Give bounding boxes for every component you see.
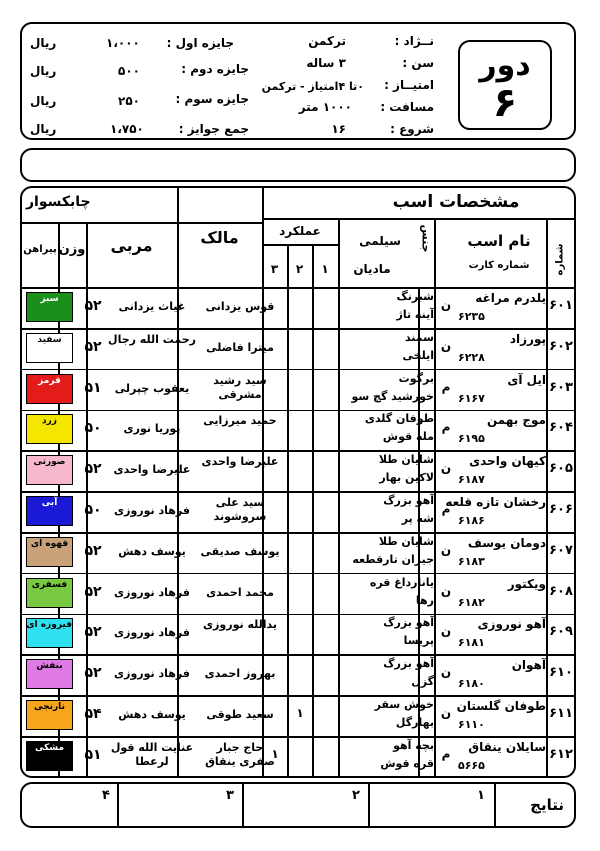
horse-name: دومان یوسف	[467, 535, 546, 550]
jockey-weight: ۵۲	[84, 665, 102, 682]
card-number: ۶۲۳۵	[458, 310, 485, 323]
results-divider	[117, 784, 119, 826]
prize-amount: ۱،۰۰۰	[106, 36, 140, 50]
card-number: ۶۱۸۱	[458, 636, 485, 650]
jockey-weight: ۵۱	[84, 379, 102, 396]
result-place-4: ۴	[102, 788, 110, 803]
dam-name: جیران تارقطعه	[352, 552, 434, 566]
dam-name: گزل	[411, 675, 434, 689]
card-number: ۶۱۱۰	[458, 718, 485, 731]
silk-color-swatch	[26, 618, 73, 648]
jockey-weight: ۵۲	[84, 461, 102, 478]
silk-color-label: سبز	[40, 294, 59, 304]
owner-name: یوسف صدیقی	[200, 544, 280, 558]
trainer-name: فرهاد نوروزی	[114, 626, 190, 640]
performance-col-1: ۱	[321, 262, 329, 276]
silk-color-swatch	[26, 374, 73, 404]
horse-name-header: نام اسب	[467, 232, 531, 250]
table-row	[22, 614, 574, 655]
silk-color-label: صورتی	[33, 457, 66, 468]
rating-label: امتیــاز :	[384, 78, 434, 92]
owner-name: محمد احمدی	[206, 585, 274, 599]
horse-number: ۶۰۸	[549, 583, 573, 599]
horse-number: ۶۱۰	[549, 665, 573, 681]
jockey-weight: ۵۲	[84, 583, 102, 600]
owner-name: حمید میرزایی	[203, 414, 277, 428]
age-value: ۳ ساله	[306, 56, 346, 70]
horse-name: طوفان گلستان	[456, 699, 546, 713]
race-label: دور	[479, 48, 531, 83]
sire-name: آهو بزرگ	[383, 657, 434, 671]
race-number-box	[458, 40, 552, 130]
weight-header: وزن	[58, 242, 86, 257]
card-number: ۶۱۹۵	[458, 432, 485, 446]
number-header: شماره	[554, 243, 566, 276]
prize-label: جایزه سوم :	[175, 92, 249, 106]
horse-sex: م	[441, 746, 451, 761]
prize-label: جایزه دوم :	[181, 62, 249, 76]
silk-color-label: زرد	[42, 416, 57, 427]
horse-name: کیهان واحدی	[469, 454, 546, 469]
performance-col-3: ۳	[270, 262, 279, 276]
rating-value: ۰تا ۴امتیاز - ترکمن	[261, 80, 364, 93]
owner-name: یدالله نوروزی	[203, 618, 277, 632]
sire-name: شایان طلا	[378, 453, 434, 467]
dam-name: لاکین بهار	[379, 471, 434, 485]
trainer-name: رحمت الله رجال	[108, 332, 196, 346]
performance-col-2: ۲	[295, 262, 304, 276]
horse-number: ۶۱۱	[549, 706, 573, 721]
horse-number: ۶۰۳	[549, 379, 573, 395]
silk-color-swatch	[26, 537, 73, 567]
silk-color-label: مشکی	[34, 742, 65, 753]
horse-name: آهو نوروزی	[477, 617, 546, 632]
results-divider	[242, 784, 244, 826]
performance-header: عملکرد	[279, 224, 321, 238]
table-row	[22, 574, 574, 615]
table-row	[22, 696, 574, 737]
jockey-weight: ۵۲	[84, 624, 102, 641]
trainer-name: فرهاد نوروزی	[114, 667, 190, 681]
dam-name: خورشید گچ سو	[351, 389, 434, 403]
dam-name: پریسا	[403, 634, 434, 648]
card-number: ۶۱۸۰	[458, 677, 485, 691]
dam-name: ایلخی	[402, 348, 434, 362]
trainer-name: یوسف دهش	[118, 544, 186, 558]
notes-box	[20, 148, 576, 182]
dam-name: آینه تاژ	[396, 308, 434, 321]
performance-p3: ۱	[271, 746, 279, 761]
card-number: ۶۲۲۸	[458, 350, 485, 364]
start-label: شروع :	[390, 122, 434, 136]
horse-name: ویکتور	[507, 576, 546, 591]
prize-unit: ریال	[30, 36, 57, 50]
race-number: ۶	[492, 80, 518, 126]
prize-unit: ریال	[30, 64, 57, 78]
distance-label: مسافت :	[380, 100, 434, 114]
silk-color-label: بنفش	[36, 661, 63, 672]
horse-sex: م	[441, 379, 451, 394]
horse-name: پورزاد	[509, 331, 546, 346]
horse-number: ۶۰۱	[549, 298, 573, 313]
horse-name: موج بهمن	[486, 413, 546, 428]
results-box	[20, 782, 576, 828]
sire-name: سمند	[404, 330, 434, 344]
sire-name: شبرنگ	[396, 290, 434, 303]
dam-name: مله قوش	[382, 430, 434, 444]
horse-name: رخشان تازه قلعه	[445, 495, 546, 509]
jockey-weight: ۵۲	[84, 542, 102, 559]
horse-number: ۶۱۲	[549, 746, 573, 762]
horse-number: ۶۰۶	[549, 502, 573, 517]
silk-color-label: سفید	[37, 334, 62, 345]
prize-label: جایزه اول :	[166, 36, 234, 50]
horse-sex: ن	[440, 624, 452, 639]
results-divider	[494, 784, 496, 826]
silk-color-label: آبی	[41, 498, 58, 508]
prize-amount: ۲۵۰	[118, 94, 140, 108]
trainer-name: غیاث یزدانی	[118, 300, 186, 313]
silks-header: پیراهن	[23, 244, 57, 255]
owner-name: سعید طوقی	[206, 708, 274, 721]
horse-number: ۶۰۹	[549, 624, 573, 640]
silk-color-swatch	[26, 292, 73, 322]
prize-amount: ۵۰۰	[118, 64, 140, 78]
sire-name: بچه آهو	[393, 738, 434, 752]
prize-amount: ۱،۷۵۰	[110, 122, 144, 136]
jockey-weight: ۵۲	[84, 338, 102, 355]
sire-name: خوش سقر	[374, 698, 434, 711]
jockey-weight: ۵۰	[84, 420, 102, 437]
horse-name: آهوان	[511, 658, 546, 673]
trainer-name: پوریا نوری	[123, 422, 181, 436]
horse-sex: ن	[440, 583, 452, 598]
trainer-name: فرهاد نوروزی	[114, 504, 190, 517]
horse-sex: ن	[440, 706, 452, 720]
silk-color-swatch	[26, 741, 73, 771]
table-row	[22, 492, 574, 533]
sire-name: یانارداغ قره	[369, 575, 434, 589]
horse-sex: ن	[440, 298, 452, 312]
silk-color-label: قرمز	[38, 375, 61, 386]
card-number: ۶۱۸۳	[458, 554, 485, 568]
owner-name: سید رشید مشرقی	[213, 373, 267, 401]
dam-name: قره قوش	[380, 756, 434, 770]
horse-sex: م	[441, 502, 451, 516]
owner-header: مالک	[200, 228, 239, 247]
trainer-name: فرهاد نوروزی	[114, 585, 190, 599]
silk-color-swatch	[26, 578, 73, 608]
jockey-weight: ۵۰	[84, 502, 102, 518]
age-label: سن :	[402, 56, 434, 70]
table-row	[22, 370, 574, 411]
horse-number: ۶۰۵	[549, 461, 573, 477]
performance-header-divider	[262, 244, 338, 246]
dam-name: شه پر	[401, 512, 434, 525]
table-row	[22, 533, 574, 574]
trainer-header: مربی	[110, 236, 153, 255]
jockey-weight: ۵۱	[84, 746, 102, 763]
horse-name: یلدرم مراغه	[475, 291, 546, 305]
sire-header: سیلمی	[359, 234, 401, 248]
card-number: ۶۱۸۶	[458, 514, 485, 527]
silk-color-label: قهوه ای	[30, 538, 69, 549]
silk-color-swatch	[26, 700, 73, 730]
table-row	[22, 288, 574, 329]
horse-name: ایل آی	[507, 372, 546, 387]
sire-name: شایان طلا	[378, 534, 434, 548]
result-place-3: ۳	[226, 788, 234, 803]
breed-value: ترکمن	[308, 34, 346, 48]
horse-sex: ن	[440, 338, 452, 353]
dam-name: رها	[415, 593, 434, 607]
trainer-name: عنایت الله قول لرعطا	[110, 740, 194, 768]
card-number: ۶۱۶۷	[458, 391, 485, 405]
card-number-header: شماره کارت	[468, 260, 530, 271]
jockey-weight: ۵۴	[84, 706, 102, 722]
prize-unit: ریال	[30, 122, 57, 136]
table-row	[22, 451, 574, 492]
breed-label: نــژاد :	[394, 34, 434, 48]
silk-color-swatch	[26, 659, 73, 689]
sire-name: آهو بزرگ	[383, 616, 434, 630]
horse-sex: ن	[440, 461, 452, 476]
horse-name: سایلان ینقاق	[468, 739, 546, 754]
trainer-name: یوسف دهش	[118, 708, 186, 721]
horse-specs-header: مشخصات اسب	[392, 192, 520, 212]
trainer-name: علیرضا واحدی	[113, 463, 191, 477]
trainer-name: یعقوب چپرلی	[114, 381, 190, 395]
prize-label: جمع جوایز :	[178, 122, 249, 136]
results-label: نتایج	[530, 796, 564, 814]
specs-header-divider	[262, 218, 574, 220]
table-row	[22, 655, 574, 696]
start-value: ۱۶	[331, 122, 346, 136]
results-divider	[368, 784, 370, 826]
sire-name: برگوت	[398, 371, 434, 385]
silk-color-swatch	[26, 496, 73, 526]
sire-name: آهو بزرگ	[383, 494, 434, 507]
dam-name: بهارگل	[395, 716, 434, 729]
owner-name: بهروز احمدی	[204, 667, 276, 681]
horse-number: ۶۰۷	[549, 542, 573, 558]
card-number: ۶۱۸۷	[458, 473, 485, 487]
sex-header: جنس	[419, 224, 433, 253]
owner-name: قوس یزدانی	[205, 300, 275, 313]
silk-color-swatch	[26, 455, 73, 485]
table-row	[22, 737, 574, 778]
entries-table	[20, 186, 576, 778]
card-number: ۵۶۶۵	[458, 758, 485, 772]
card-number: ۶۱۸۲	[458, 595, 485, 609]
horse-sex: م	[441, 420, 451, 435]
jockey-header: چابکسوار	[26, 194, 91, 210]
silk-color-swatch	[26, 333, 73, 363]
silk-color-label: نارنجی	[34, 702, 65, 712]
sire-name: طوفان گلدی	[364, 412, 434, 426]
silk-color-label: فسفری	[31, 579, 68, 590]
owner-name: میترا فاضلی	[206, 340, 274, 354]
table-row	[22, 410, 574, 451]
distance-value: ۱۰۰۰ متر	[298, 100, 352, 114]
horse-sex: ن	[440, 665, 452, 680]
horse-sex: ن	[440, 542, 452, 557]
silk-color-swatch	[26, 414, 73, 444]
owner-name: سید علی سروشوند	[213, 496, 267, 523]
owner-name: حاج جبار صفری ینقاق	[205, 740, 275, 768]
result-place-2: ۲	[352, 788, 360, 803]
result-place-1: ۱	[477, 788, 485, 803]
table-row	[22, 329, 574, 370]
jockey-weight: ۵۲	[84, 298, 102, 314]
dam-header: مادیان	[353, 262, 391, 276]
performance-p2: ۱	[296, 706, 304, 720]
horse-number: ۶۰۲	[549, 338, 573, 354]
prize-unit: ریال	[30, 94, 57, 108]
horse-number: ۶۰۴	[549, 420, 573, 436]
owner-name: علیرضا واحدی	[201, 455, 279, 469]
silk-color-label: فیروزه ای	[26, 620, 72, 631]
